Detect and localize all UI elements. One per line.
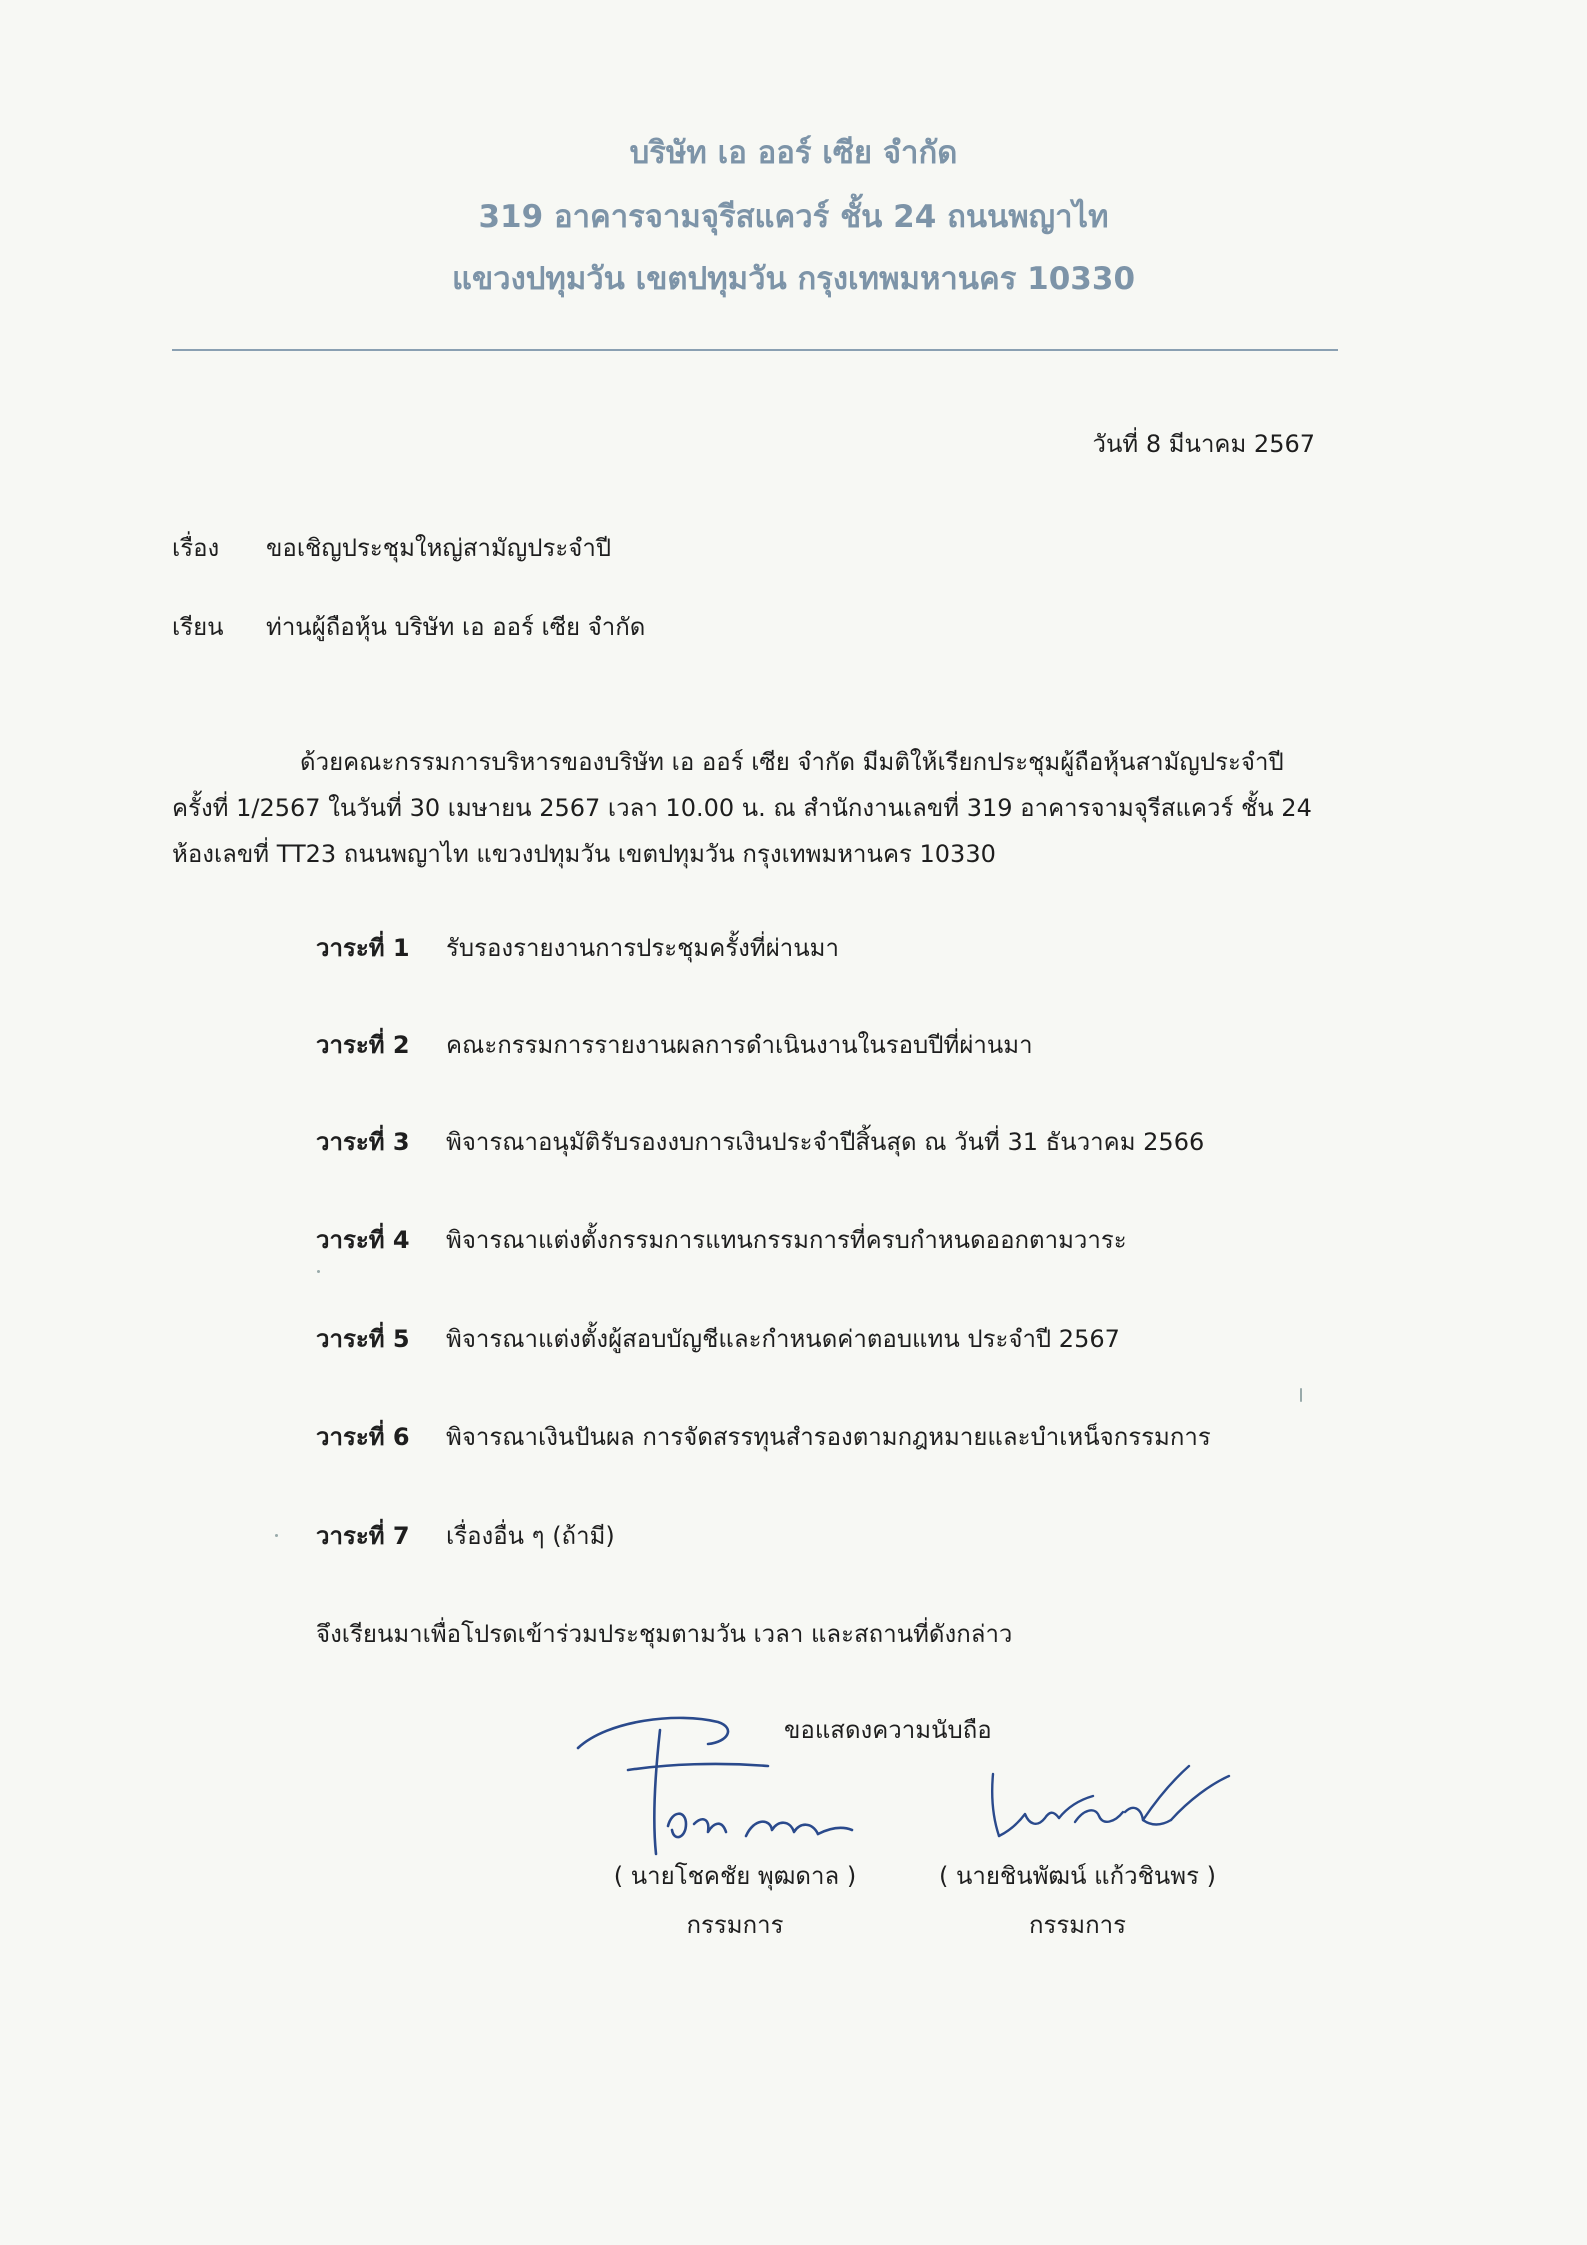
agenda-number: วาระที่ 2 [316, 1031, 410, 1059]
agenda-number: วาระที่ 7 [316, 1522, 410, 1550]
agenda-item [316, 1518, 615, 1554]
scan-speck [1300, 1388, 1302, 1402]
agenda-item [316, 930, 839, 966]
body-line-2: ครั้งที่ 1/2567 ในวันที่ 30 เมษายน 2567 เวลา 10.00 น. ณ สำนักงานเลขที่ 319 อาคารจามจุรีสแควร์ ชั้น 24 [172, 794, 1312, 822]
agenda-text: พิจารณาเงินปันผล การจัดสรรทุนสำรองตามกฎหมายและบำเหน็จกรรมการ [446, 1423, 1211, 1451]
agenda-number: วาระที่ 6 [316, 1423, 410, 1451]
recipient-line [172, 609, 645, 645]
body-line-1: ด้วยคณะกรรมการบริหารของบริษัท เอ ออร์ เซีย จำกัด มีมติให้เรียกประชุมผู้ถือหุ้นสามัญประจำปี [300, 748, 1284, 776]
agenda-number: วาระที่ 4 [316, 1226, 410, 1254]
signatory-2-name: ( นายชินพัฒน์ แก้วชินพร ) [938, 1862, 1217, 1890]
letterhead-address-line1: 319 อาคารจามจุรีสแควร์ ชั้น 24 ถนนพญาไท [478, 199, 1109, 235]
agenda-text: พิจารณาอนุมัติรับรองงบการเงินประจำปีสิ้นสุด ณ วันที่ 31 ธันวาคม 2566 [446, 1128, 1205, 1156]
agenda-number: วาระที่ 1 [316, 934, 410, 962]
letterhead-divider [172, 349, 1338, 351]
agenda-item [316, 1124, 1204, 1160]
subject-text: ขอเชิญประชุมใหญ่สามัญประจำปี [266, 534, 612, 562]
subject-label: เรื่อง [172, 534, 220, 562]
scan-speck [317, 1270, 320, 1273]
agenda-number: วาระที่ 3 [316, 1128, 410, 1156]
agenda-text: เรื่องอื่น ๆ (ถ้ามี) [446, 1522, 615, 1550]
closing-sentence: จึงเรียนมาเพื่อโปรดเข้าร่วมประชุมตามวัน เวลา และสถานที่ดังกล่าว [316, 1620, 1013, 1648]
letterhead-company: บริษัท เอ ออร์ เซีย จำกัด [629, 135, 958, 171]
agenda-text: พิจารณาแต่งตั้งผู้สอบบัญชีและกำหนดค่าตอบแทน ประจำปี 2567 [446, 1325, 1120, 1353]
recipient-text: ท่านผู้ถือหุ้น บริษัท เอ ออร์ เซีย จำกัด [266, 613, 646, 641]
scan-speck [275, 1534, 278, 1537]
body-line-3: ห้องเลขที่ TT23 ถนนพญาไท แขวงปทุมวัน เขตปทุมวัน กรุงเทพมหานคร 10330 [172, 840, 996, 868]
signature-image-1 [568, 1706, 908, 1866]
signatory-1-name: ( นายโชคชัย พุฒดาล ) [613, 1862, 857, 1890]
agenda-item [316, 1222, 1127, 1258]
signatory-2-title: กรรมการ [1028, 1911, 1127, 1939]
agenda-item [316, 1027, 1033, 1063]
letter-date: วันที่ 8 มีนาคม 2567 [1092, 430, 1315, 458]
letterhead-address-line2: แขวงปทุมวัน เขตปทุมวัน กรุงเทพมหานคร 10330 [451, 261, 1136, 297]
agenda-item [316, 1321, 1120, 1357]
agenda-text: คณะกรรมการรายงานผลการดำเนินงานในรอบปีที่ผ่านมา [446, 1031, 1033, 1059]
agenda-item [316, 1419, 1211, 1455]
agenda-text: พิจารณาแต่งตั้งกรรมการแทนกรรมการที่ครบกำหนดออกตามวาระ [446, 1226, 1127, 1254]
regards-line: ขอแสดงความนับถือ [784, 1716, 992, 1744]
agenda-number: วาระที่ 5 [316, 1325, 410, 1353]
recipient-label: เรียน [172, 613, 224, 641]
agenda-text: รับรองรายงานการประชุมครั้งที่ผ่านมา [446, 934, 839, 962]
signatory-1-title: กรรมการ [686, 1911, 784, 1939]
subject-line [172, 530, 611, 566]
signature-image-2 [975, 1752, 1235, 1852]
